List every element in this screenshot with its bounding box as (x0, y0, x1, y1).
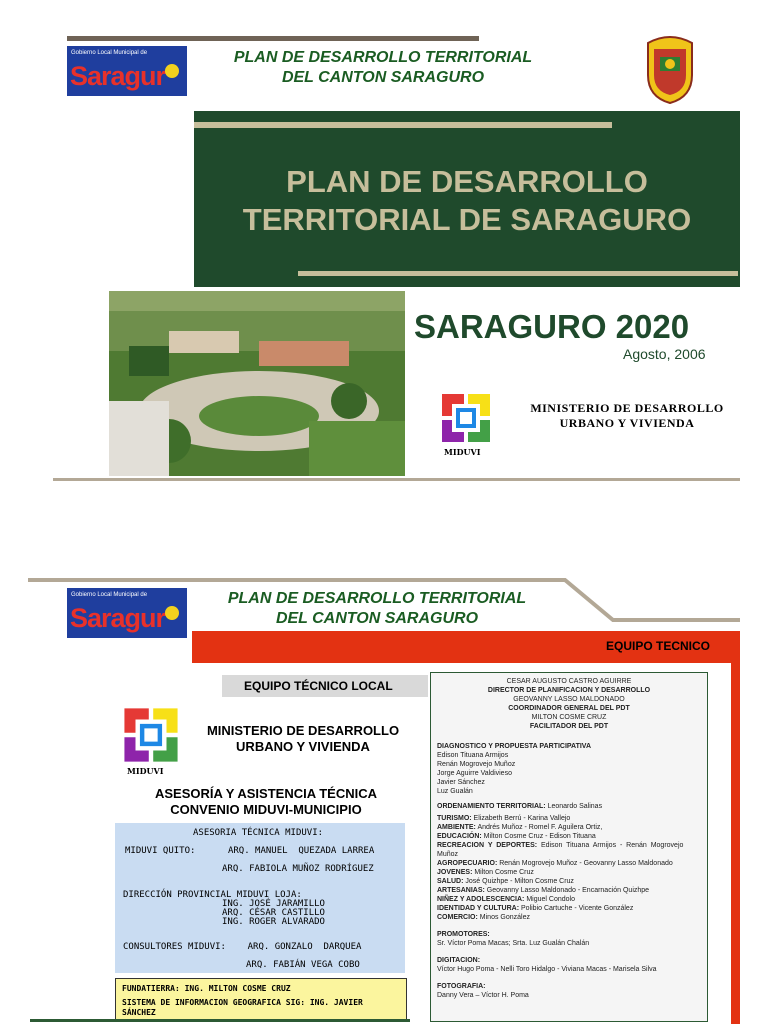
title-band (194, 111, 740, 287)
municipal-logo (67, 46, 187, 96)
logo-caption: Gobierno Local Municipal de (71, 592, 148, 598)
headline: SARAGURO 2020 (414, 308, 690, 345)
panel-areas: ORDENAMIENTO TERRITORIAL: Leonardo Salinas TURISMO: Elizabeth Berrú - Karina Vallejo AMBIENTE: Andrés Muñoz - Romel F. Aguilera Ortiz, EDUCACIÓN: Milton Cosme Cruz - Edison Tituana RECREACION Y DEPORTES: Edison Tituana Armijos - Renán Mogrovejo Muñoz AGROPECUARIO: Renán Mogrovejo Muñoz - Geovanny Lasso Maldonado JOVENES: Milton Cosme Cruz SALUD: José Quizhpe - Milton Cosme Cruz ARTESANIAS: Geovanny Lasso Maldonado - Encarnación Quizhpe NIÑEZ Y ADOLESCENCIA: Miguel Condolo IDENTIDAD Y CULTURA: Polibio Cartuche - Vicente González COMERCIO: Minos González (437, 803, 684, 921)
section-label: EQUIPO TECNICO (606, 639, 711, 653)
header-title-2: PLAN DE DESARROLLO TERRITORIAL DEL CANTON SARAGURO (227, 590, 527, 627)
logo-caption: Gobierno Local Municipal de (71, 50, 148, 56)
logo-word: Saragur (70, 603, 166, 633)
header-title: PLAN DE DESARROLLO TERRITORIAL DEL CANTON SARAGURO (233, 49, 533, 86)
local-team-label: EQUIPO TÉCNICO LOCAL (244, 679, 393, 693)
band-rule-top (194, 122, 612, 128)
panel-digitacion: DIGITACION: Víctor Hugo Poma - Nelli Toro Hidalgo - Viviana Macas - Marisela Silva (437, 957, 657, 973)
ministry-name-2: MINISTERIO DE DESARROLLO URBANO Y VIVIENDA (206, 723, 400, 754)
miduvi-advisors-box: ASESORIA TÉCNICA MIDUVI: MIDUVI QUITO: ARQ. MANUEL QUEZADA LARREA ARQ. FABIOLA MUÑOZ RODRÍGUEZ DIRECCIÓN PROVINCIAL MIDUVI LOJA: ING. JOSÉ JARAMILLO ARQ. CÉSAR CASTILLO ING. ROGER ALVARADO CONSULTORES MIDUVI: ARQ. GONZALO DARQUEA ARQ. FABIÁN VEGA COBO (115, 823, 405, 973)
advice-title: ASESORÍA Y ASISTENCIA TÉCNICA CONVENIO MIDUVI-MUNICIPIO (155, 786, 377, 817)
coat-of-arms-icon (642, 35, 698, 105)
miduvi-label-2: MIDUVI (127, 766, 164, 776)
slide1-bottom-rule (53, 478, 740, 481)
ministry-name: MINISTERIO DE DESARROLLO URBANO Y VIVIENDA (530, 401, 724, 430)
sun-icon (165, 64, 179, 78)
panel-fotografia: FOTOGRAFIA: Danny Vera – Víctor H. Poma (437, 983, 529, 999)
panel-promotores: PROMOTORES: Sr. Víctor Poma Macas; Srta. Luz Gualán Chalán (437, 931, 590, 947)
date-label: Agosto, 2006 (623, 346, 706, 362)
top-rule (67, 36, 479, 41)
logo-word: Saragur (70, 61, 166, 91)
miduvi-logo-icon-2 (120, 704, 182, 766)
team-list-panel (430, 672, 708, 1022)
panel-diagnostico: DIAGNOSTICO Y PROPUESTA PARTICIPATIVA Edison Tituana Armijos Renán Mogrovejo Muñoz Jorge Aguirre Valdivieso Javier Sánchez Luz Gualán (437, 743, 592, 795)
main-title: PLAN DE DESARROLLO TERRITORIAL DE SARAGURO (242, 164, 692, 237)
miduvi-logo-icon (438, 390, 494, 446)
band-rule-bottom (298, 271, 738, 276)
municipal-logo-2 (67, 588, 187, 638)
slide2-bottom-accent (30, 1019, 410, 1022)
sun-icon (165, 606, 179, 620)
town-photo (109, 291, 405, 476)
panel-heads: CESAR AUGUSTO CASTRO AGUIRRE DIRECTOR DE PLANIFICACION Y DESARROLLO GEOVANNY LASSO MALDONADO COORDINADOR GENERAL DEL PDT MILTON COSME CRUZ FACILITADOR DEL PDT (487, 678, 651, 730)
section-side-bar (731, 631, 740, 1024)
fundatierra-box: FUNDATIERRA: ING. MILTON COSME CRUZ SISTEMA DE INFORMACION GEOGRAFICA SIG: ING. JAVIER SÁNCHEZ (115, 978, 407, 1022)
miduvi-label: MIDUVI (444, 447, 481, 457)
